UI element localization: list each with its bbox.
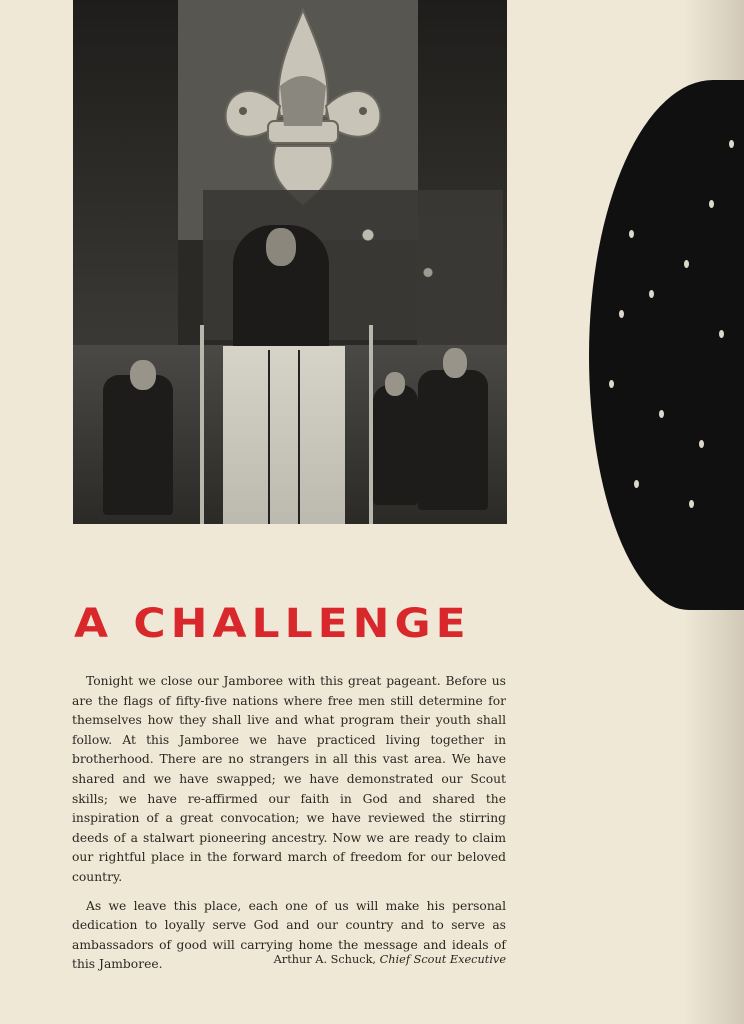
signature-name: Arthur A. Schuck,: [273, 953, 377, 966]
signature: [274, 953, 506, 966]
candle-light: [634, 480, 639, 488]
paragraph: As we leave this place, each one of us will make his personal dedication to loyally serve God and our country and to serve as ambassadors of good will carrying home the message and ideals of this Jamboree.: [72, 898, 506, 972]
photo-speaker-head: [266, 228, 296, 266]
candle-light: [719, 330, 724, 338]
photo-seated-face: [130, 360, 156, 390]
photo-podium-cord: [298, 350, 300, 524]
candle-light: [609, 380, 614, 388]
candle-light: [699, 440, 704, 448]
candle-light: [649, 290, 654, 298]
candle-light: [729, 140, 734, 148]
speaker-photo: [73, 0, 507, 524]
scout-emblem-icon: [218, 6, 388, 211]
candle-light: [689, 500, 694, 508]
article-body: [72, 672, 506, 975]
photo-mic-stand: [200, 325, 204, 524]
candlelight-photo: [589, 80, 744, 610]
photo-curtain-left: [73, 0, 178, 360]
photo-seated-face: [443, 348, 467, 378]
paragraph: Tonight we close our Jamboree with this great pageant. Before us are the flags of fifty-five nations where free men still determine for themselves how they shall live and what program their youth shall follow. At this Jamboree we have practiced living together in brotherhood. There are no strangers in all this vast area. We have shared and we have swapped; we have demonstrated our Scout skills; we have re-affirmed our faith in God and shared the inspiration of a great convocation; we have reviewed the stirring deeds of a stalwart pioneering ancestry. Now we are ready to claim our rightful place in the forward march of freedom for our beloved country.: [72, 674, 506, 884]
photo-mic-stand: [369, 325, 373, 524]
page-title: A CHALLENGE: [74, 600, 471, 647]
candle-light: [629, 230, 634, 238]
photo-seated-face: [385, 372, 405, 396]
signature-role: Chief Scout Executive: [379, 953, 506, 966]
candle-light: [619, 310, 624, 318]
photo-seated-man: [418, 370, 488, 510]
photo-podium: [223, 346, 345, 524]
photo-seated-man: [373, 385, 418, 505]
photo-seated-man: [103, 375, 173, 515]
candle-light: [659, 410, 664, 418]
candle-light: [684, 260, 689, 268]
candle-light: [709, 200, 714, 208]
photo-podium-cord: [268, 350, 270, 524]
